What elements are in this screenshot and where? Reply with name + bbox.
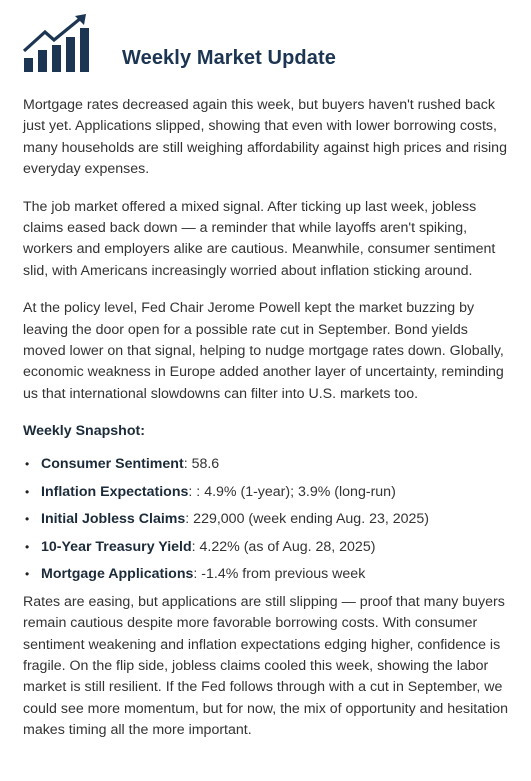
snapshot-item-jobless-claims xyxy=(23,509,509,530)
snapshot-item-inflation-expectations xyxy=(23,482,509,503)
bullet-icon: • xyxy=(25,512,30,527)
snapshot-item-value: : 229,000 (week ending Aug. 23, 2025) xyxy=(185,511,430,528)
closing-paragraph: Rates are easing, but applications are still slipping — proof that many buyers remain cautious despite more favorable borrowing costs. With consumer sentiment weakening and inflation expectations edging higher, confidence is fragile. On the flip side, jobless claims cooled this week, showing the labor market is still resilient. If the Fed follows through with a cut in September, we could see more momentum, but for now, the mix of opportunity and hesitation makes timing all the more important. xyxy=(23,593,508,739)
snapshot-item-value: : 4.22% (as of Aug. 28, 2025) xyxy=(191,538,376,555)
bullet-icon: • xyxy=(25,457,30,472)
snapshot-list xyxy=(23,454,509,585)
snapshot-item-label: Consumer Sentiment xyxy=(41,456,184,473)
snapshot-item-label: Inflation Expectations xyxy=(41,483,189,500)
snapshot-item-label: 10-Year Treasury Yield xyxy=(41,538,192,555)
snapshot-heading: Weekly Snapshot: xyxy=(23,423,145,440)
snapshot-item-mortgage-applications xyxy=(23,564,509,585)
snapshot-item-consumer-sentiment xyxy=(23,454,509,475)
bullet-icon: • xyxy=(25,539,30,554)
snapshot-item-label: Mortgage Applications xyxy=(41,566,194,583)
snapshot-item-label: Initial Jobless Claims xyxy=(41,511,186,528)
snapshot-item-value: : : 4.9% (1-year); 3.9% (long-run) xyxy=(188,483,396,500)
growth-chart-icon xyxy=(23,14,89,72)
jobs-paragraph: The job market offered a mixed signal. After ticking up last week, jobless claims eased back down — a reminder that while layoffs aren't spiking, workers and employers alike are cautious. Meanwhile, consumer sentiment slid, with Americans increasingly worried about inflation sticking around. xyxy=(23,198,496,279)
snapshot-item-value: : 58.6 xyxy=(183,456,220,473)
intro-paragraph: Mortgage rates decreased again this week, but buyers haven't rushed back just yet. Applications slipped, showing that even with lower borrowing costs, many households are still weighing affordability against high prices and rising everyday expenses. xyxy=(23,97,507,178)
page-title: Weekly Market Update xyxy=(122,47,336,69)
bullet-icon: • xyxy=(25,484,30,499)
bullet-icon: • xyxy=(25,567,30,582)
policy-paragraph: At the policy level, Fed Chair Jerome Powell kept the market buzzing by leaving the door open for a possible rate cut in September. Bond yields moved lower on that signal, helping to nudge mortgage rates down. Globally, economic weakness in Europe added another layer of uncertainty, reminding us that international slowdowns can filter into U.S. markets too. xyxy=(23,300,504,402)
header xyxy=(23,0,509,90)
snapshot-item-value: : -1.4% from previous week xyxy=(193,566,366,583)
snapshot-item-treasury-yield xyxy=(23,537,509,558)
